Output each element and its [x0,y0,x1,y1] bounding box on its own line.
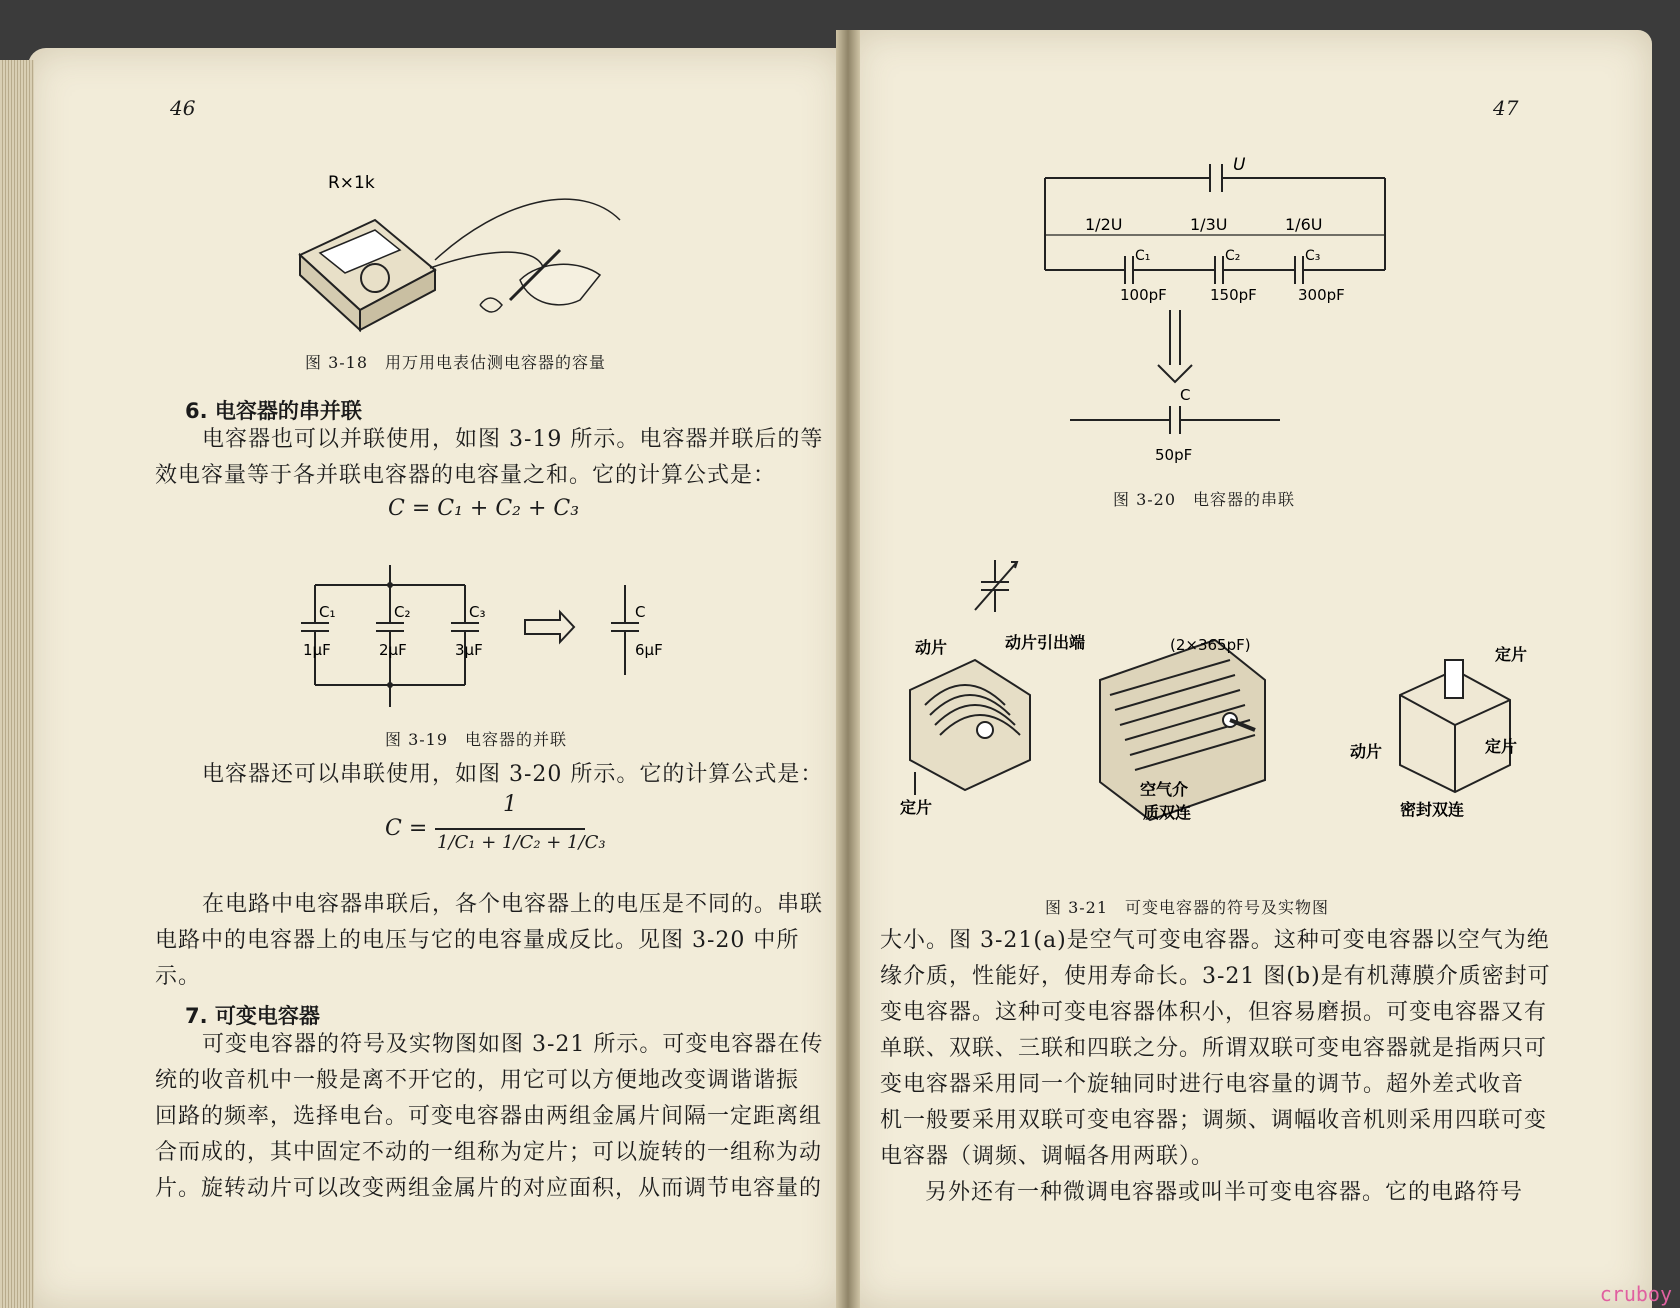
figure-3-19-parallel-circuit [295,565,695,715]
watermark: cruboy [1599,1282,1672,1306]
svg-text:50pF: 50pF [1155,446,1193,464]
paragraph-line: 电容器还可以串联使用，如图 3-20 所示。它的计算公式是： [202,762,824,787]
svg-text:动片: 动片 [915,638,948,657]
paragraph-line: 片。旋转动片可以改变两组金属片的对应面积，从而调节电容量的 [155,1176,823,1201]
paragraph-line: 缘介质，性能好，使用寿命长。3-21 图(b)是有机薄膜介质密封可 [880,964,1551,989]
paragraph-line: 效电容量等于各并联电容器的电容量之和。它的计算公式是： [155,463,777,488]
range-label: R×1k [328,173,375,193]
svg-text:密封双连: 密封双连 [1400,800,1465,819]
paragraph-line: 另外还有一种微调电容器或叫半可变电容器。它的电路符号 [925,1180,1524,1205]
svg-text:3μF: 3μF [455,641,483,659]
svg-text:定片: 定片 [1495,645,1528,664]
paragraph-line: 电路中的电容器上的电压与它的电容量成反比。见图 3-20 中所 [155,928,800,953]
paragraph-line: 统的收音机中一般是离不开它的，用它可以方便地改变调谐谐振 [155,1068,800,1093]
paragraph-line: 电容器也可以并联使用，如图 3-19 所示。电容器并联后的等 [202,427,824,452]
svg-text:空气介: 空气介 [1140,780,1189,799]
paragraph-line: 可变电容器的符号及实物图如图 3-21 所示。可变电容器在传 [202,1032,824,1057]
svg-text:C₃: C₃ [469,603,486,621]
svg-text:1/3U: 1/3U [1190,215,1228,234]
paragraph-line: 示。 [155,964,202,989]
section-7-title: 7. 可变电容器 [185,1004,320,1028]
paragraph-line: 单联、双联、三联和四联之分。所谓双联可变电容器就是指两只可 [880,1036,1548,1061]
svg-text:1μF: 1μF [303,641,331,659]
figure-3-20-series-circuit [1030,150,1390,470]
book-gutter [836,30,860,1308]
svg-text:C₂: C₂ [1225,248,1241,264]
svg-text:定片: 定片 [900,798,933,817]
svg-text:C₁: C₁ [1135,248,1151,264]
svg-text:6μF: 6μF [635,641,663,659]
svg-text:定片: 定片 [1485,737,1518,756]
figure-3-18-caption: 图 3-18 用万用电表估测电容器的容量 [305,353,607,372]
svg-text:C: C [1180,386,1191,404]
svg-text:动片: 动片 [1350,742,1383,761]
figure-3-21-variable-capacitors [895,520,1555,860]
paragraph-line: 合而成的，其中固定不动的一组称为定片；可以旋转的一组称为动 [155,1140,823,1165]
figure-3-19-caption: 图 3-19 电容器的并联 [385,730,568,749]
svg-text:1/6U: 1/6U [1285,215,1323,234]
figure-3-20-caption: 图 3-20 电容器的串联 [1113,490,1296,509]
page-number-right: 47 [1493,96,1519,120]
figure-3-18-multimeter [280,160,660,350]
paragraph-line: 回路的频率，选择电台。可变电容器由两组金属片间隔一定距离组 [155,1104,823,1129]
svg-text:C₂: C₂ [394,603,411,621]
svg-text:C₃: C₃ [1305,248,1321,264]
svg-text:质双连: 质双连 [1143,803,1192,822]
svg-text:U: U [1233,155,1246,175]
page-stack-edge [0,60,34,1308]
svg-text:(2×365pF): (2×365pF) [1170,636,1251,654]
figure-3-21-caption: 图 3-21 可变电容器的符号及实物图 [1045,898,1330,917]
series-formula: C = 1 1/C₁ + 1/C₂ + 1/C₃ [385,792,606,853]
page-number-left: 46 [170,96,196,120]
paragraph-line: 在电路中电容器串联后，各个电容器上的电压是不同的。串联 [202,892,824,917]
svg-text:C₁: C₁ [319,603,336,621]
svg-text:300pF: 300pF [1298,286,1345,304]
svg-text:动片引出端: 动片引出端 [1005,633,1086,652]
paragraph-line: 变电容器。这种可变电容器体积小，但容易磨损。可变电容器又有 [880,1000,1548,1025]
svg-text:2μF: 2μF [379,641,407,659]
paragraph-line: 变电容器采用同一个旋轴同时进行电容量的调节。超外差式收音 [880,1072,1525,1097]
svg-text:1/2U: 1/2U [1085,215,1123,234]
parallel-formula: C = C₁ + C₂ + C₃ [388,496,580,521]
paragraph-line: 大小。图 3-21(a)是空气可变电容器。这种可变电容器以空气为绝 [880,928,1550,953]
svg-text:C: C [635,603,646,621]
svg-text:150pF: 150pF [1210,286,1257,304]
section-6-title: 6. 电容器的串并联 [185,399,362,423]
paragraph-line: 电容器（调频、调幅各用两联）。 [880,1144,1215,1169]
svg-text:100pF: 100pF [1120,286,1167,304]
paragraph-line: 机一般要采用双联可变电容器；调频、调幅收音机则采用四联可变 [880,1108,1548,1133]
